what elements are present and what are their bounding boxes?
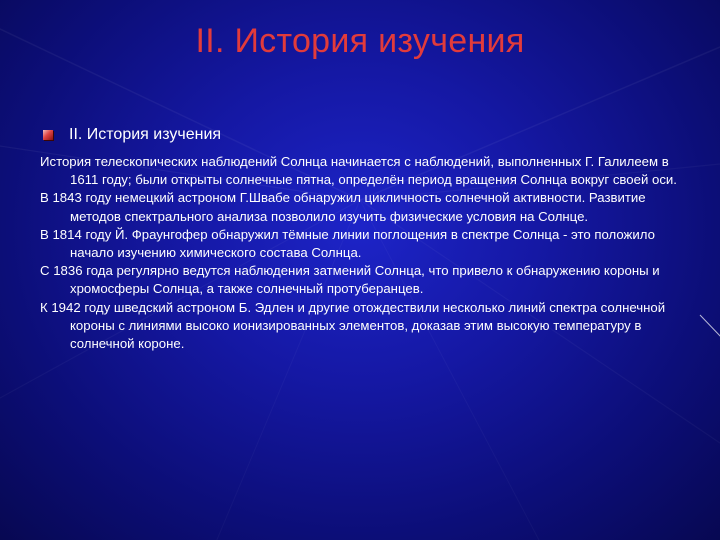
paragraph-fraunhofer: В 1814 году Й. Фраунгофер обнаружил тёмные линии поглощения в спектре Солнца - это положило начало изучению химического состава Солнца. (40, 226, 655, 261)
subheading-row (40, 126, 700, 144)
slide-content (40, 126, 700, 353)
paragraph-galileo: История телескопических наблюдений Солнца начинается с наблюдений, выполненных Г. Галилеем в 1611 году; были открыты солнечные пятна, определён период вращения Солнца вокруг своей оси. (40, 154, 677, 188)
square-bullet-icon (43, 130, 53, 140)
paragraph-edlen: К 1942 году шведский астроном Б. Эдлен и другие отождествили несколько линий спектра солнечной короны с линиями высоко ионизированных элементов, доказав этим высокую температуру в солнечной короне. (40, 299, 666, 352)
paragraph-eclipses: С 1836 года регулярно ведутся наблюдения затмений Солнца, что привело к обнаружению короны и хромосферы Солнца, а также солнечный протуберанцев. (40, 263, 660, 297)
subheading: II. История изучения (69, 126, 222, 143)
paragraph-schwabe: В 1843 году немецкий астроном Г.Швабе обнаружил цикличность солнечной активности. Развитие методов спектрального анализа позволило изучить физические условия на Солнце. (40, 190, 646, 224)
slide-title: II. История изучения (195, 22, 525, 60)
